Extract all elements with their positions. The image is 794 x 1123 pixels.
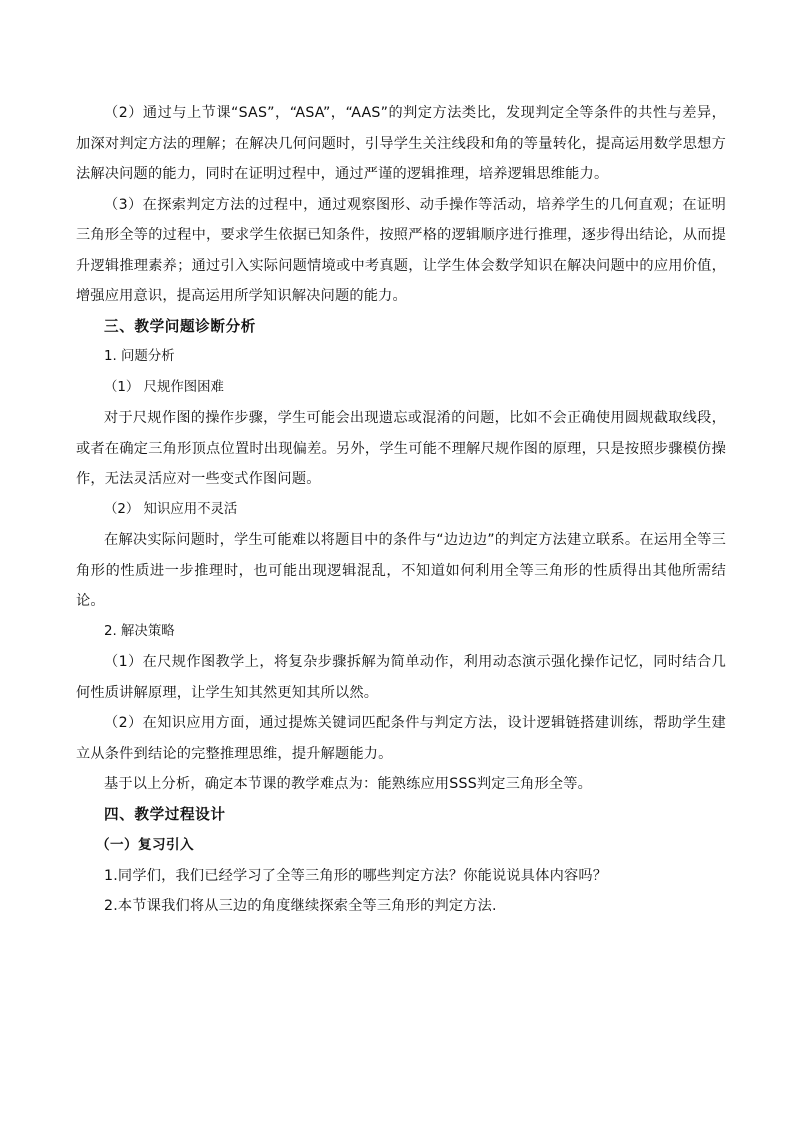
problem-item-2-title: （2） 知识应用不灵活 [104, 501, 238, 517]
paragraph-problem-1: 对于尺规作图的操作步骤，学生可能会出现遗忘或混淆的问题，比如不会正确使用圆规截取线段，或者在确定三角形顶点位置时出现偏差。另外，学生可能不理解尺规作图的原理，只是按照步骤模仿操作，无法灵活应对一些变式作图问题。 [76, 410, 726, 487]
section-heading-3: 三、教学问题诊断分析 [104, 317, 256, 335]
paragraph-objective-3: （3）在探索判定方法的过程中，通过观察图形、动手操作等活动，培养学生的几何直观；在证明三角形全等的过程中，要求学生依据已知条件，按照严格的逻辑顺序进行推理，逐步得出结论，从而提升逻辑推理素养；通过引入实际问题情境或中考真题，让学生体会数学知识在解决问题中的应用价值，增强应用意识，提高运用所学知识解决问题的能力。 [76, 196, 726, 304]
paragraph-difficulty: 基于以上分析，确定本节课的教学难点为：能熟练应用SSS判定三角形全等。 [104, 776, 593, 792]
section-heading-4: 四、教学过程设计 [104, 805, 226, 823]
subsection-problem-analysis: 1. 问题分析 [104, 349, 175, 364]
paragraph-problem-2: 在解决实际问题时，学生可能难以将题目中的条件与“边边边”的判定方法建立联系。在运用全等三角形的性质进一步推理时，也可能出现逻辑混乱，不知道如何利用全等三角形的性质得出其他所需结论。 [76, 532, 726, 609]
paragraph-strategy-2: （2）在知识应用方面，通过提炼关键词匹配条件与判定方法，设计逻辑链搭建训练，帮助学生建立从条件到结论的完整推理思维，提升解题能力。 [76, 715, 726, 762]
document-body [76, 98, 726, 922]
paragraph-objective-2: （2）通过与上节课“SAS”，“ASA”，“AAS”的判定方法类比，发现判定全等条件的共性与差异，加深对判定方法的理解；在解决几何问题时，引导学生关注线段和角的等量转化，提高运用数学思想方法解决问题的能力，同时在证明过程中，通过严谨的逻辑推理，培养逻辑思维能力。 [76, 105, 726, 182]
question-1: 1.同学们，我们已经学习了全等三角形的哪些判定方法？你能说说具体内容吗？ [104, 867, 608, 884]
paragraph-strategy-1: （1）在尺规作图教学上，将复杂步骤拆解为简单动作，利用动态演示强化操作记忆，同时结合几何性质讲解原理，让学生知其然更知其所以然。 [76, 654, 726, 701]
subsection-strategy: 2. 解决策略 [104, 623, 175, 639]
problem-item-1-title: （1） 尺规作图困难 [104, 379, 224, 395]
question-2: 2.本节课我们将从三边的角度继续探索全等三角形的判定方法. [104, 898, 497, 914]
subsection-review-intro: （一）复习引入 [96, 837, 194, 853]
